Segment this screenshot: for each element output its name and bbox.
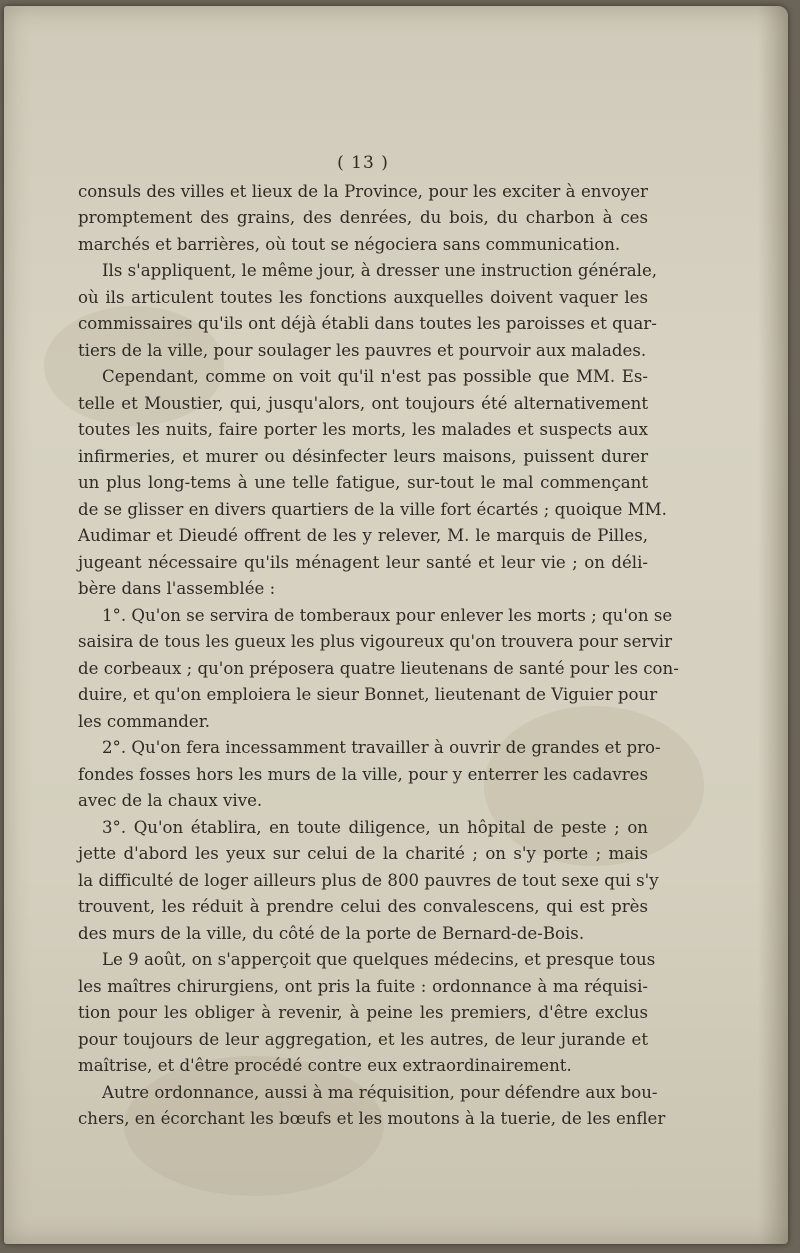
text-line: Cependant, comme on voit qu'il n'est pas possible que MM. Es- [102, 367, 648, 386]
text-line: tiers de la ville, pour soulager les pauvres et pourvoir aux malades. [78, 340, 647, 360]
text-line: pour toujours de leur aggregation, et les autres, de leur jurande et [78, 1029, 648, 1049]
text-line: fondes fosses hors les murs de la ville, pour y enterrer les cadavres [78, 764, 648, 784]
text-line: commissaires qu'ils ont déjà établi dans toutes les paroisses et quar- [78, 314, 657, 333]
text-line: jette d'abord les yeux sur celui de la charité ; on s'y porte ; mais [78, 844, 648, 863]
text-line: saisira de tous les gueux les plus vigoureux qu'on trouvera pour servir [78, 632, 673, 651]
text-line: infirmeries, et murer ou désinfecter leurs maisons, puissent durer [78, 446, 648, 466]
text-line: Autre ordonnance, aussi à ma réquisition, pour défendre aux bou- [102, 1082, 658, 1102]
text-line: maîtrise, et d'être procédé contre eux extraordinairement. [78, 1056, 572, 1075]
text-line: de se glisser en divers quartiers de la ville fort écartés ; quoique MM. [78, 499, 667, 519]
book-page-text [78, 150, 679, 1133]
text-line: promptement des grains, des denrées, du bois, du charbon à ces [78, 208, 648, 227]
text-line: la difficulté de loger ailleurs plus de 800 pauvres de tout sexe qui s'y [78, 870, 659, 890]
text-line: chers, en écorchant les bœufs et les moutons à la tuerie, de les enfler [78, 1109, 666, 1128]
text-line: des murs de la ville, du côté de la porte de Bernard-de-Bois. [78, 923, 585, 943]
text-lines [78, 179, 679, 1133]
text-line: 2°. Qu'on fera incessamment travailler à ouvrir de grandes et pro- [102, 738, 661, 757]
text-line: les maîtres chirurgiens, ont pris la fuite : ordonnance à ma réquisi- [78, 976, 648, 996]
text-line: consuls des villes et lieux de la Province, pour les exciter à envoyer [78, 181, 648, 201]
text-line: 1°. Qu'on se servira de tomberaux pour enlever les morts ; qu'on se [102, 605, 673, 625]
text-line: duire, et qu'on emploiera le sieur Bonnet, lieutenant de Viguier pour [78, 685, 658, 704]
text-line: marchés et barrières, où tout se négociera sans communication. [78, 234, 621, 254]
text-line: Audimar et Dieudé offrent de les y relever, M. le marquis de Pilles, [78, 526, 648, 545]
page-number: ( 13 ) [337, 153, 389, 173]
text-line: avec de la chaux vive. [78, 791, 263, 810]
text-line: un plus long-tems à une telle fatigue, sur-tout le mal commençant [78, 473, 648, 492]
text-line: Ils s'appliquent, le même jour, à dresser une instruction générale, [102, 261, 658, 280]
text-line: 3°. Qu'on établira, en toute diligence, un hôpital de peste ; on [102, 817, 648, 837]
text-line: toutes les nuits, faire porter les morts, les malades et suspects aux [78, 420, 648, 439]
text-line: bère dans l'assemblée : [78, 579, 276, 598]
text-line: les commander. [78, 711, 211, 731]
text-line: trouvent, les réduit à prendre celui des convalescens, qui est près [78, 897, 648, 916]
text-line: tion pour les obliger à revenir, à peine les premiers, d'être exclus [78, 1003, 648, 1022]
text-line: jugeant nécessaire qu'ils ménagent leur santé et leur vie ; on déli- [78, 552, 648, 572]
text-line: Le 9 août, on s'apperçoit que quelques médecins, et presque tous [102, 950, 656, 969]
text-line: où ils articulent toutes les fonctions auxquelles doivent vaquer les [78, 287, 648, 307]
text-line: telle et Moustier, qui, jusqu'alors, ont toujours été alternativement [78, 393, 648, 413]
text-line: de corbeaux ; qu'on préposera quatre lieutenans de santé pour les con- [78, 658, 679, 678]
